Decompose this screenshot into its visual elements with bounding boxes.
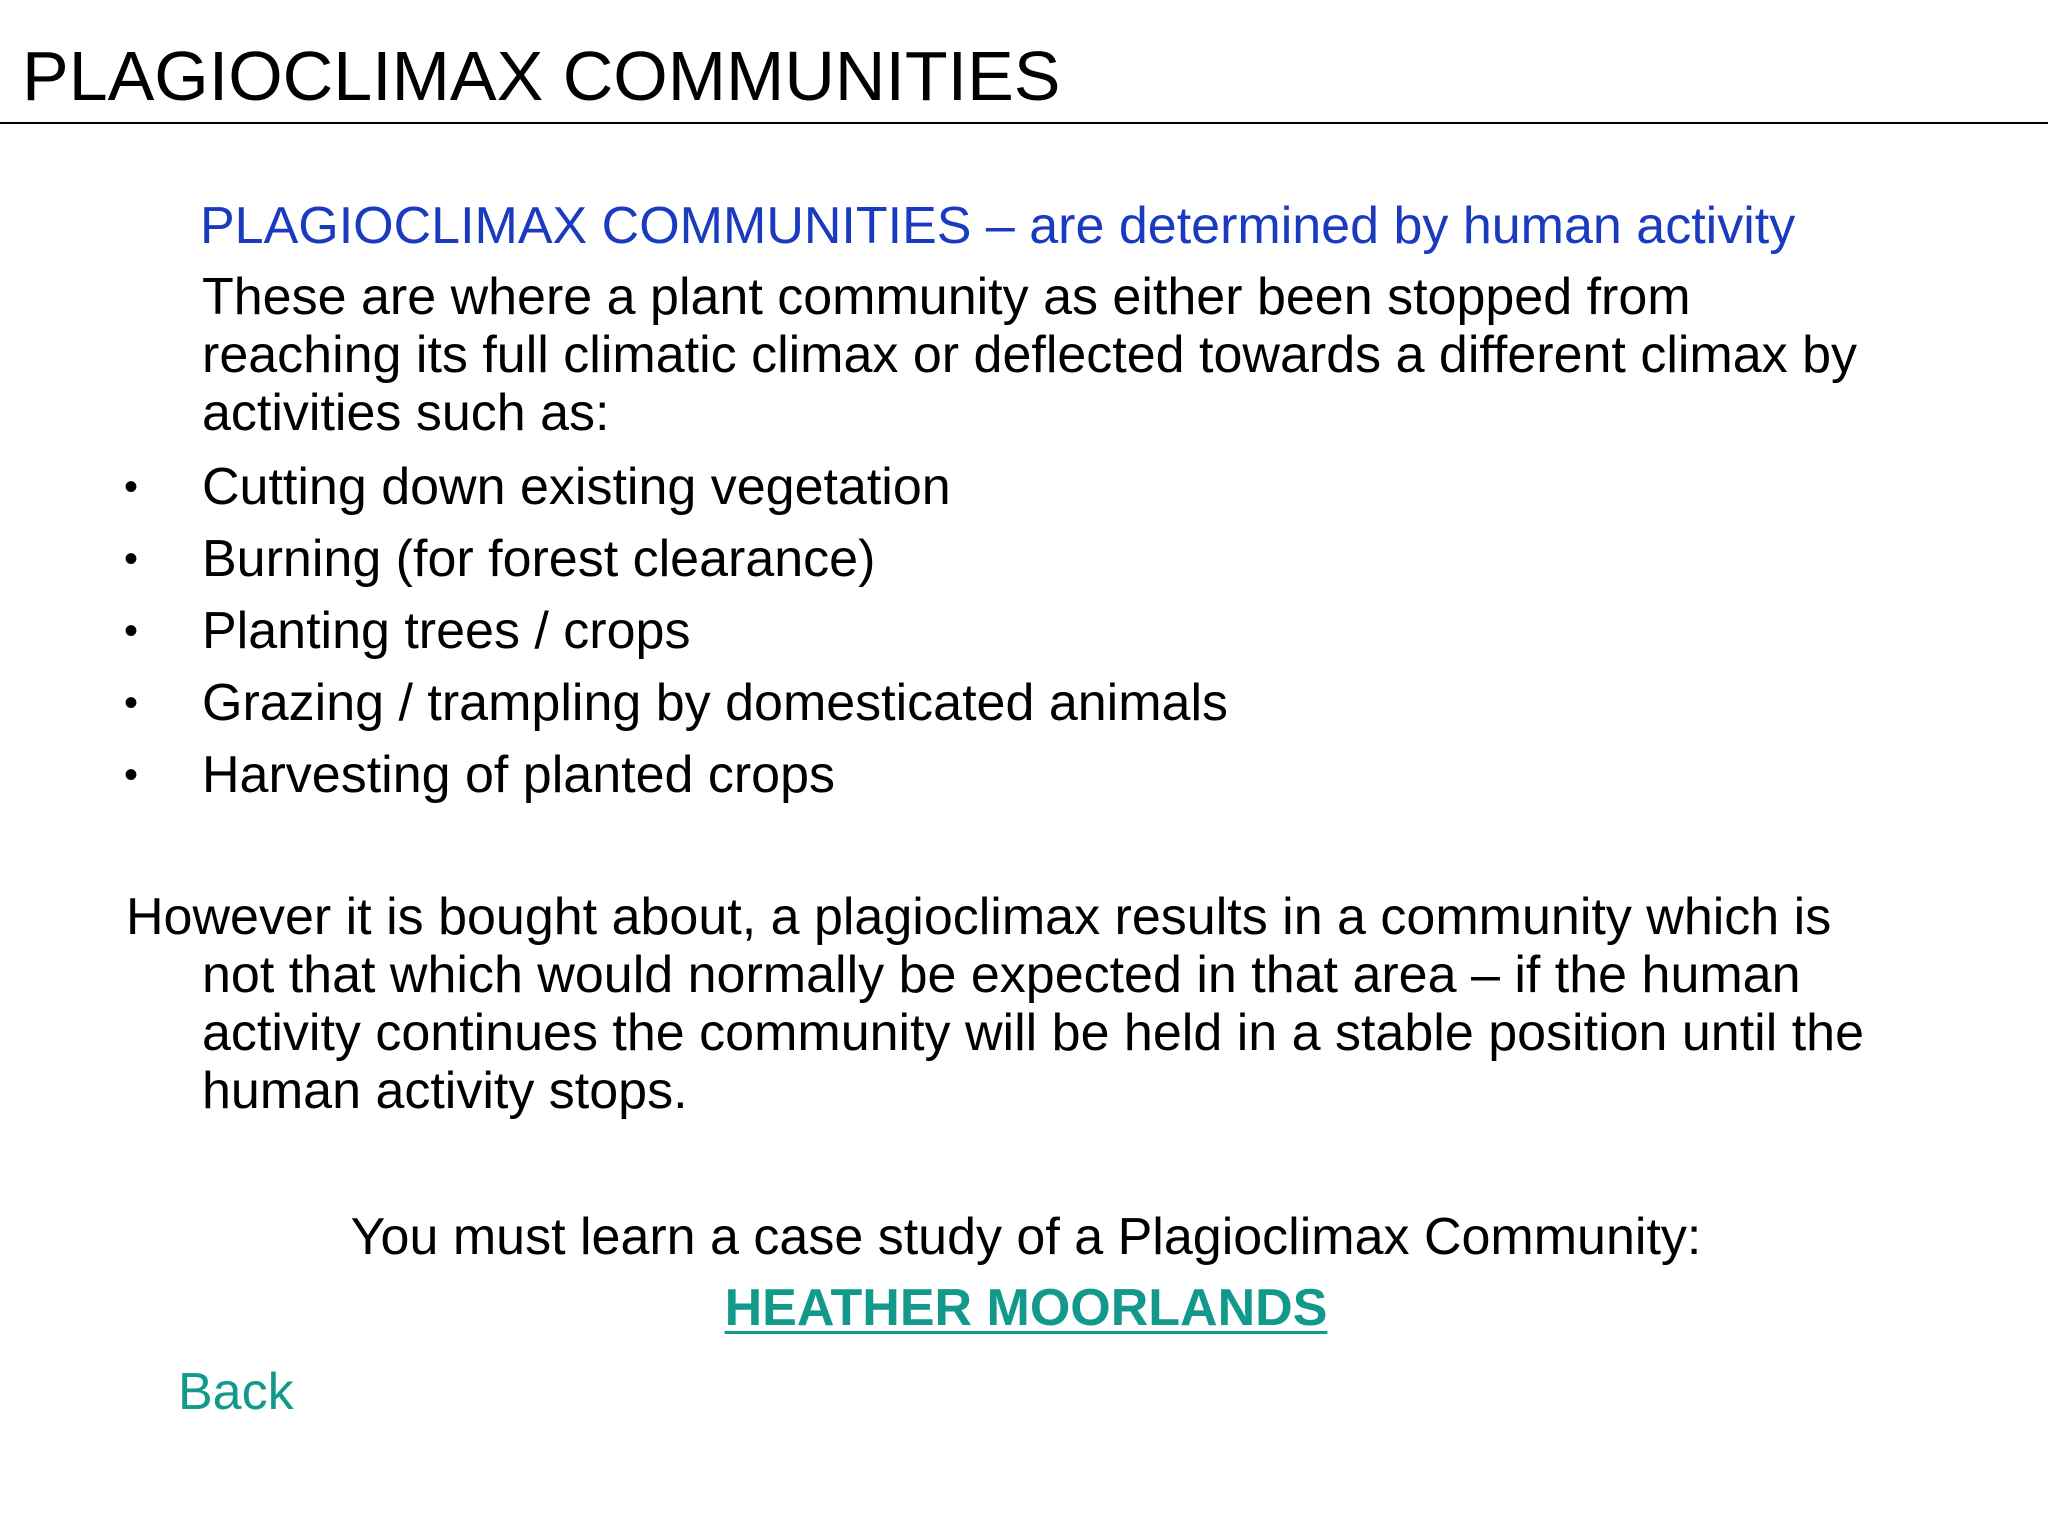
list-item [0,743,2048,815]
case-study-prompt-text: You must learn a case study of a Plagioclimax Community: [350,1208,1702,1266]
bullet-icon: • [124,609,139,653]
summary-line: activity continues the community will be held in a stable position until the [202,1004,1864,1062]
intro-paragraph [202,268,2002,442]
activity-text: Cutting down existing vegetation [202,458,951,516]
summary-line: However it is bought about, a plagioclimax results in a community which is [126,888,1832,946]
title-divider [0,122,2048,124]
slide-title: PLAGIOCLIMAX COMMUNITIES [22,37,1061,115]
bullet-icon: • [124,465,139,509]
bullet-icon: • [124,537,139,581]
intro-line: These are where a plant community as either been stopped from [202,268,1691,326]
activity-list [0,455,2048,815]
summary-line: human activity stops. [202,1062,688,1120]
bullet-icon: • [124,753,139,797]
definition-text: PLAGIOCLIMAX COMMUNITIES – are determined by human activity [200,197,1796,255]
list-item [0,527,2048,599]
activity-text: Burning (for forest clearance) [202,530,876,588]
case-study-prompt [0,1205,2048,1269]
activity-text: Harvesting of planted crops [202,746,836,804]
back-link[interactable]: Back [178,1363,294,1421]
intro-line: reaching its full climatic climax or deflected towards a different climax by [202,326,1858,384]
case-study-link-container [0,1276,2048,1340]
activity-text: Planting trees / crops [202,602,691,660]
activity-text: Grazing / trampling by domesticated animals [202,674,1229,732]
intro-line: activities such as: [202,384,610,442]
bullet-icon: • [124,681,139,725]
heather-moorlands-link[interactable]: HEATHER MOORLANDS [724,1279,1328,1337]
summary-paragraph [126,888,2026,1120]
list-item [0,599,2048,671]
summary-line: not that which would normally be expected in that area – if the human [202,946,1801,1004]
list-item [0,455,2048,527]
list-item [0,671,2048,743]
